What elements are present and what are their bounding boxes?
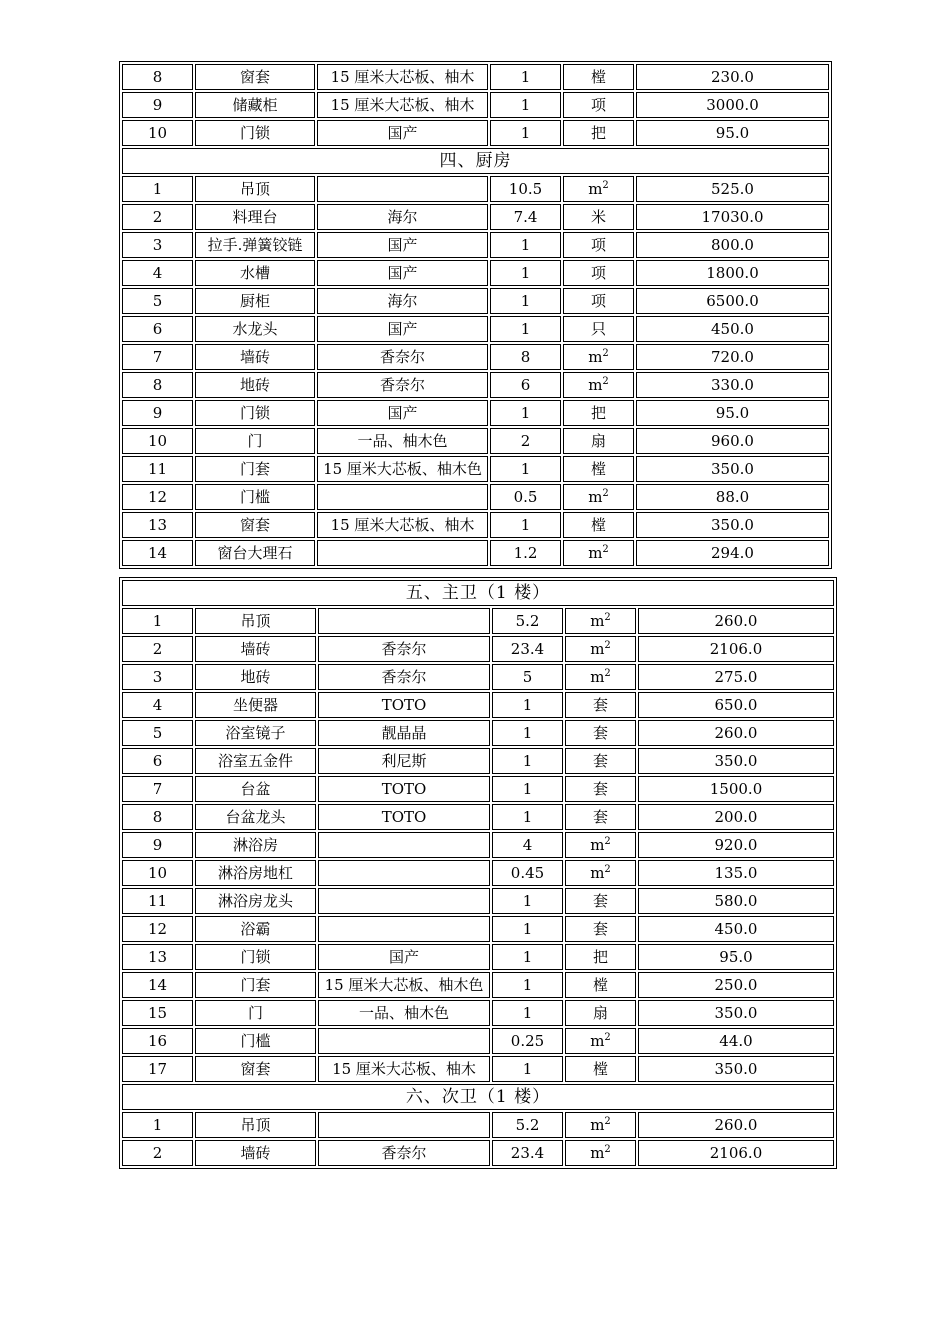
unit-cell: 套 bbox=[565, 720, 636, 746]
item-spec-cell: 15 厘米大芯板、柚木 bbox=[317, 512, 488, 538]
amount-cell: 135.0 bbox=[638, 860, 834, 886]
unit-cell: $m^2$ bbox=[565, 1028, 636, 1054]
unit-cell: 把 bbox=[565, 944, 636, 970]
amount-cell: 260.0 bbox=[638, 720, 834, 746]
amount-cell: 44.0 bbox=[638, 1028, 834, 1054]
quantity-cell: 1 bbox=[492, 748, 563, 774]
item-name-cell: 储藏柜 bbox=[195, 92, 315, 118]
item-no-cell: 9 bbox=[122, 92, 193, 118]
quantity-cell: 10.5 bbox=[490, 176, 561, 202]
quantity-cell: 5 bbox=[492, 664, 563, 690]
item-name-cell: 水龙头 bbox=[195, 316, 315, 342]
amount-cell: 88.0 bbox=[636, 484, 829, 510]
unit-cell: $m^2$ bbox=[563, 484, 634, 510]
item-spec-cell bbox=[318, 608, 490, 634]
item-no-cell: 10 bbox=[122, 860, 193, 886]
section-header-row bbox=[122, 1084, 834, 1110]
item-no-cell: 10 bbox=[122, 120, 193, 146]
amount-cell: 350.0 bbox=[638, 1000, 834, 1026]
item-no-cell: 2 bbox=[122, 636, 193, 662]
item-spec-cell: 15 厘米大芯板、柚木色 bbox=[318, 972, 490, 998]
table-row bbox=[122, 176, 829, 202]
quantity-cell: 1 bbox=[492, 804, 563, 830]
item-no-cell: 13 bbox=[122, 512, 193, 538]
table-row bbox=[122, 1056, 834, 1082]
item-spec-cell: 国产 bbox=[317, 120, 488, 146]
item-name-cell: 淋浴房 bbox=[195, 832, 316, 858]
item-name-cell: 台盆龙头 bbox=[195, 804, 316, 830]
amount-cell: 450.0 bbox=[636, 316, 829, 342]
item-no-cell: 8 bbox=[122, 64, 193, 90]
unit-cell: $m^2$ bbox=[565, 860, 636, 886]
item-spec-cell: 国产 bbox=[318, 944, 490, 970]
amount-cell: 250.0 bbox=[638, 972, 834, 998]
table-row bbox=[122, 888, 834, 914]
section-header-row bbox=[122, 580, 834, 606]
unit-cell: 项 bbox=[563, 92, 634, 118]
item-no-cell: 7 bbox=[122, 776, 193, 802]
item-name-cell: 淋浴房地杠 bbox=[195, 860, 316, 886]
item-spec-cell bbox=[318, 860, 490, 886]
amount-cell: 525.0 bbox=[636, 176, 829, 202]
table-row bbox=[122, 372, 829, 398]
item-spec-cell: TOTO bbox=[318, 692, 490, 718]
item-spec-cell: 国产 bbox=[317, 232, 488, 258]
unit-cell: 项 bbox=[563, 288, 634, 314]
item-no-cell: 17 bbox=[122, 1056, 193, 1082]
table-row bbox=[122, 204, 829, 230]
item-spec-cell: 一品、柚木色 bbox=[317, 428, 488, 454]
item-name-cell: 门套 bbox=[195, 456, 315, 482]
item-name-cell: 水槽 bbox=[195, 260, 315, 286]
item-spec-cell: 香奈尔 bbox=[318, 636, 490, 662]
item-spec-cell bbox=[317, 176, 488, 202]
item-name-cell: 料理台 bbox=[195, 204, 315, 230]
item-name-cell: 吊顶 bbox=[195, 176, 315, 202]
item-spec-cell: 海尔 bbox=[317, 204, 488, 230]
item-name-cell: 吊顶 bbox=[195, 1112, 316, 1138]
table-row bbox=[122, 120, 829, 146]
item-no-cell: 12 bbox=[122, 916, 193, 942]
quantity-cell: 1 bbox=[492, 916, 563, 942]
unit-cell: 套 bbox=[565, 776, 636, 802]
item-spec-cell bbox=[318, 832, 490, 858]
item-spec-cell: 靓晶晶 bbox=[318, 720, 490, 746]
item-no-cell: 10 bbox=[122, 428, 193, 454]
quantity-cell: 1 bbox=[490, 512, 561, 538]
unit-cell: 樘 bbox=[565, 1056, 636, 1082]
amount-cell: 350.0 bbox=[638, 748, 834, 774]
item-name-cell: 厨柜 bbox=[195, 288, 315, 314]
item-no-cell: 13 bbox=[122, 944, 193, 970]
item-no-cell: 4 bbox=[122, 692, 193, 718]
item-name-cell: 浴室五金件 bbox=[195, 748, 316, 774]
item-name-cell: 浴室镜子 bbox=[195, 720, 316, 746]
amount-cell: 294.0 bbox=[636, 540, 829, 566]
amount-cell: 2106.0 bbox=[638, 636, 834, 662]
table-row bbox=[122, 944, 834, 970]
item-no-cell: 5 bbox=[122, 288, 193, 314]
unit-cell: $m^2$ bbox=[563, 344, 634, 370]
table-row bbox=[122, 400, 829, 426]
item-name-cell: 墙砖 bbox=[195, 344, 315, 370]
table-row bbox=[122, 1028, 834, 1054]
quantity-cell: 5.2 bbox=[492, 1112, 563, 1138]
item-name-cell: 窗套 bbox=[195, 1056, 316, 1082]
item-spec-cell: 15 厘米大芯板、柚木 bbox=[317, 92, 488, 118]
item-name-cell: 窗套 bbox=[195, 64, 315, 90]
item-spec-cell: 香奈尔 bbox=[317, 344, 488, 370]
amount-cell: 800.0 bbox=[636, 232, 829, 258]
quantity-cell: 1 bbox=[490, 316, 561, 342]
table-row bbox=[122, 512, 829, 538]
item-spec-cell: 一品、柚木色 bbox=[318, 1000, 490, 1026]
item-name-cell: 窗套 bbox=[195, 512, 315, 538]
amount-cell: 17030.0 bbox=[636, 204, 829, 230]
amount-cell: 720.0 bbox=[636, 344, 829, 370]
unit-cell: 项 bbox=[563, 260, 634, 286]
section-title: 六、次卫（1 楼） bbox=[122, 1084, 834, 1110]
quantity-cell: 1 bbox=[490, 64, 561, 90]
item-no-cell: 1 bbox=[122, 1112, 193, 1138]
item-name-cell: 门套 bbox=[195, 972, 316, 998]
quantity-cell: 1 bbox=[490, 120, 561, 146]
item-no-cell: 8 bbox=[122, 804, 193, 830]
unit-cell: 扇 bbox=[563, 428, 634, 454]
quantity-cell: 7.4 bbox=[490, 204, 561, 230]
quantity-cell: 23.4 bbox=[492, 636, 563, 662]
quantity-cell: 5.2 bbox=[492, 608, 563, 634]
table-row bbox=[122, 832, 834, 858]
amount-cell: 650.0 bbox=[638, 692, 834, 718]
item-name-cell: 淋浴房龙头 bbox=[195, 888, 316, 914]
item-spec-cell bbox=[317, 484, 488, 510]
unit-cell: 米 bbox=[563, 204, 634, 230]
item-spec-cell bbox=[318, 1028, 490, 1054]
item-name-cell: 坐便器 bbox=[195, 692, 316, 718]
quote-table-1 bbox=[119, 61, 832, 569]
quantity-cell: 1.2 bbox=[490, 540, 561, 566]
item-name-cell: 墙砖 bbox=[195, 636, 316, 662]
table-row bbox=[122, 608, 834, 634]
item-no-cell: 1 bbox=[122, 608, 193, 634]
item-spec-cell: 国产 bbox=[317, 260, 488, 286]
table-row bbox=[122, 692, 834, 718]
table-row bbox=[122, 776, 834, 802]
item-name-cell: 门锁 bbox=[195, 944, 316, 970]
item-no-cell: 15 bbox=[122, 1000, 193, 1026]
item-no-cell: 3 bbox=[122, 232, 193, 258]
quantity-cell: 1 bbox=[490, 456, 561, 482]
item-no-cell: 14 bbox=[122, 972, 193, 998]
item-spec-cell: TOTO bbox=[318, 804, 490, 830]
unit-cell: 樘 bbox=[565, 972, 636, 998]
amount-cell: 260.0 bbox=[638, 1112, 834, 1138]
unit-cell: 只 bbox=[563, 316, 634, 342]
amount-cell: 920.0 bbox=[638, 832, 834, 858]
table-row bbox=[122, 972, 834, 998]
table-row bbox=[122, 540, 829, 566]
item-name-cell: 吊顶 bbox=[195, 608, 316, 634]
unit-cell: $m^2$ bbox=[565, 1112, 636, 1138]
table-row bbox=[122, 664, 834, 690]
amount-cell: 95.0 bbox=[638, 944, 834, 970]
item-no-cell: 8 bbox=[122, 372, 193, 398]
unit-cell: $m^2$ bbox=[565, 608, 636, 634]
item-name-cell: 拉手.弹簧铰链 bbox=[195, 232, 315, 258]
item-no-cell: 1 bbox=[122, 176, 193, 202]
amount-cell: 3000.0 bbox=[636, 92, 829, 118]
item-name-cell: 地砖 bbox=[195, 664, 316, 690]
item-no-cell: 4 bbox=[122, 260, 193, 286]
item-no-cell: 16 bbox=[122, 1028, 193, 1054]
item-name-cell: 地砖 bbox=[195, 372, 315, 398]
amount-cell: 95.0 bbox=[636, 120, 829, 146]
quantity-cell: 1 bbox=[490, 232, 561, 258]
item-name-cell: 门 bbox=[195, 1000, 316, 1026]
item-name-cell: 门槛 bbox=[195, 1028, 316, 1054]
item-spec-cell: 15 厘米大芯板、柚木色 bbox=[317, 456, 488, 482]
amount-cell: 1800.0 bbox=[636, 260, 829, 286]
unit-cell: 套 bbox=[565, 692, 636, 718]
amount-cell: 275.0 bbox=[638, 664, 834, 690]
unit-cell: 樘 bbox=[563, 64, 634, 90]
item-no-cell: 12 bbox=[122, 484, 193, 510]
item-spec-cell bbox=[318, 888, 490, 914]
section-title: 四、厨房 bbox=[122, 148, 829, 174]
quantity-cell: 1 bbox=[492, 972, 563, 998]
amount-cell: 2106.0 bbox=[638, 1140, 834, 1166]
unit-cell: 套 bbox=[565, 804, 636, 830]
quantity-cell: 1 bbox=[492, 944, 563, 970]
unit-cell: 樘 bbox=[563, 512, 634, 538]
item-name-cell: 浴霸 bbox=[195, 916, 316, 942]
unit-cell: 套 bbox=[565, 888, 636, 914]
table-row bbox=[122, 748, 834, 774]
amount-cell: 350.0 bbox=[636, 456, 829, 482]
quantity-cell: 0.25 bbox=[492, 1028, 563, 1054]
amount-cell: 1500.0 bbox=[638, 776, 834, 802]
unit-cell: 套 bbox=[565, 916, 636, 942]
item-spec-cell: 15 厘米大芯板、柚木 bbox=[317, 64, 488, 90]
item-name-cell: 门锁 bbox=[195, 120, 315, 146]
amount-cell: 350.0 bbox=[636, 512, 829, 538]
unit-cell: $m^2$ bbox=[565, 832, 636, 858]
quantity-cell: 1 bbox=[490, 260, 561, 286]
item-spec-cell: 15 厘米大芯板、柚木 bbox=[318, 1056, 490, 1082]
amount-cell: 200.0 bbox=[638, 804, 834, 830]
item-spec-cell: 国产 bbox=[317, 400, 488, 426]
unit-cell: 套 bbox=[565, 748, 636, 774]
quantity-cell: 0.5 bbox=[490, 484, 561, 510]
item-spec-cell: 利尼斯 bbox=[318, 748, 490, 774]
item-no-cell: 3 bbox=[122, 664, 193, 690]
item-spec-cell: TOTO bbox=[318, 776, 490, 802]
item-spec-cell bbox=[318, 1112, 490, 1138]
item-spec-cell: 香奈尔 bbox=[318, 1140, 490, 1166]
table-row bbox=[122, 428, 829, 454]
item-name-cell: 台盆 bbox=[195, 776, 316, 802]
unit-cell: $m^2$ bbox=[563, 176, 634, 202]
table-row bbox=[122, 344, 829, 370]
unit-cell: $m^2$ bbox=[565, 636, 636, 662]
section-title: 五、主卫（1 楼） bbox=[122, 580, 834, 606]
item-no-cell: 6 bbox=[122, 748, 193, 774]
quantity-cell: 8 bbox=[490, 344, 561, 370]
quantity-cell: 6 bbox=[490, 372, 561, 398]
item-name-cell: 墙砖 bbox=[195, 1140, 316, 1166]
amount-cell: 960.0 bbox=[636, 428, 829, 454]
item-name-cell: 门锁 bbox=[195, 400, 315, 426]
amount-cell: 260.0 bbox=[638, 608, 834, 634]
item-no-cell: 9 bbox=[122, 400, 193, 426]
unit-cell: $m^2$ bbox=[563, 540, 634, 566]
item-no-cell: 5 bbox=[122, 720, 193, 746]
table-row bbox=[122, 288, 829, 314]
amount-cell: 580.0 bbox=[638, 888, 834, 914]
section-header-row bbox=[122, 148, 829, 174]
item-no-cell: 11 bbox=[122, 888, 193, 914]
table-row bbox=[122, 720, 834, 746]
quantity-cell: 0.45 bbox=[492, 860, 563, 886]
unit-cell: $m^2$ bbox=[565, 664, 636, 690]
quantity-cell: 1 bbox=[492, 1056, 563, 1082]
table-row bbox=[122, 636, 834, 662]
table-row bbox=[122, 916, 834, 942]
item-spec-cell: 海尔 bbox=[317, 288, 488, 314]
amount-cell: 95.0 bbox=[636, 400, 829, 426]
item-spec-cell bbox=[318, 916, 490, 942]
unit-cell: 把 bbox=[563, 120, 634, 146]
table-row bbox=[122, 1140, 834, 1166]
amount-cell: 350.0 bbox=[638, 1056, 834, 1082]
table-row bbox=[122, 64, 829, 90]
unit-cell: 扇 bbox=[565, 1000, 636, 1026]
quantity-cell: 23.4 bbox=[492, 1140, 563, 1166]
quantity-cell: 1 bbox=[490, 288, 561, 314]
quantity-cell: 1 bbox=[492, 692, 563, 718]
quantity-cell: 1 bbox=[492, 888, 563, 914]
table-row bbox=[122, 1000, 834, 1026]
unit-cell: $m^2$ bbox=[565, 1140, 636, 1166]
quantity-cell: 1 bbox=[492, 776, 563, 802]
quote-table-2 bbox=[119, 577, 837, 1169]
table-row bbox=[122, 1112, 834, 1138]
unit-cell: $m^2$ bbox=[563, 372, 634, 398]
unit-cell: 项 bbox=[563, 232, 634, 258]
quantity-cell: 1 bbox=[492, 720, 563, 746]
item-no-cell: 2 bbox=[122, 204, 193, 230]
item-spec-cell bbox=[317, 540, 488, 566]
item-spec-cell: 国产 bbox=[317, 316, 488, 342]
unit-cell: 樘 bbox=[563, 456, 634, 482]
table-row bbox=[122, 92, 829, 118]
amount-cell: 230.0 bbox=[636, 64, 829, 90]
amount-cell: 450.0 bbox=[638, 916, 834, 942]
quantity-cell: 2 bbox=[490, 428, 561, 454]
table-row bbox=[122, 316, 829, 342]
item-name-cell: 门槛 bbox=[195, 484, 315, 510]
unit-cell: 把 bbox=[563, 400, 634, 426]
quantity-cell: 1 bbox=[490, 92, 561, 118]
item-no-cell: 9 bbox=[122, 832, 193, 858]
amount-cell: 6500.0 bbox=[636, 288, 829, 314]
table-row bbox=[122, 860, 834, 886]
table-row bbox=[122, 804, 834, 830]
amount-cell: 330.0 bbox=[636, 372, 829, 398]
table-row bbox=[122, 456, 829, 482]
quantity-cell: 1 bbox=[492, 1000, 563, 1026]
item-name-cell: 窗台大理石 bbox=[195, 540, 315, 566]
item-name-cell: 门 bbox=[195, 428, 315, 454]
item-spec-cell: 香奈尔 bbox=[318, 664, 490, 690]
quantity-cell: 4 bbox=[492, 832, 563, 858]
item-no-cell: 11 bbox=[122, 456, 193, 482]
quantity-cell: 1 bbox=[490, 400, 561, 426]
item-no-cell: 7 bbox=[122, 344, 193, 370]
table-row bbox=[122, 260, 829, 286]
item-spec-cell: 香奈尔 bbox=[317, 372, 488, 398]
item-no-cell: 6 bbox=[122, 316, 193, 342]
item-no-cell: 2 bbox=[122, 1140, 193, 1166]
item-no-cell: 14 bbox=[122, 540, 193, 566]
table-row bbox=[122, 232, 829, 258]
table-row bbox=[122, 484, 829, 510]
